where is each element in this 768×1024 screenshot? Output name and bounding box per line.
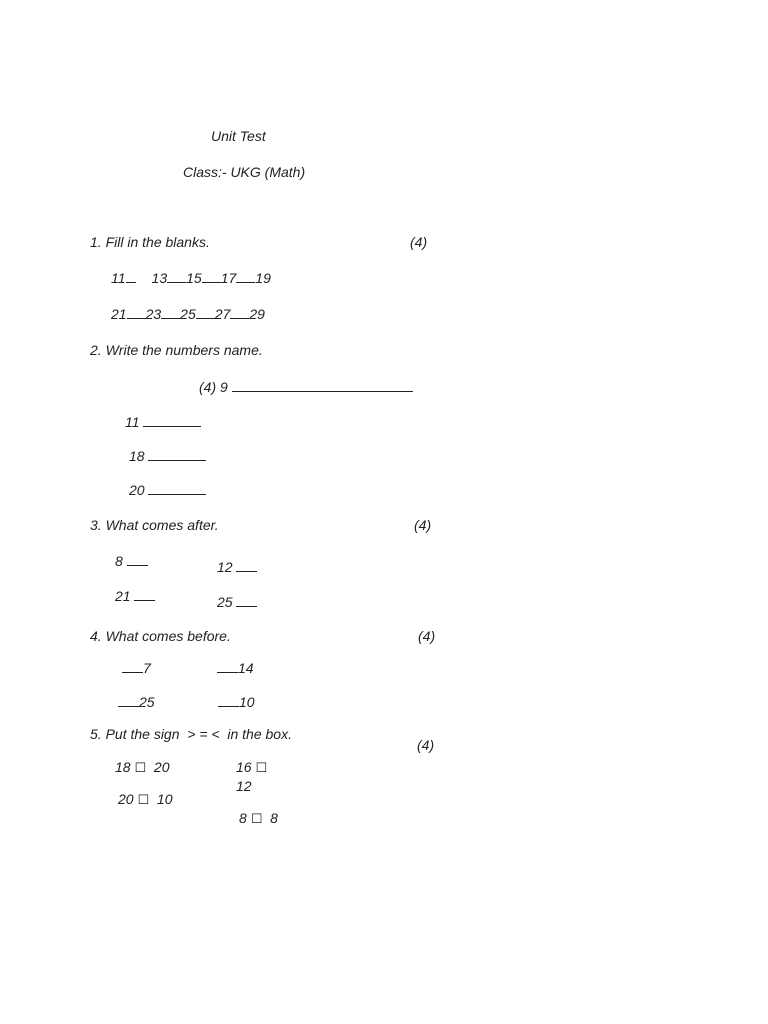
q2-line-9 [199, 379, 413, 395]
q4-marks: (4) [418, 628, 436, 644]
blank-line [236, 596, 257, 607]
q2-item [125, 414, 201, 430]
q2-item [129, 482, 206, 498]
q3-item-number: 8 [115, 553, 123, 569]
q1-row-2 [111, 306, 265, 322]
q1-row2-num: 21 [111, 306, 127, 322]
q5-marks: (4) [417, 737, 435, 753]
blank-line [236, 272, 255, 283]
q5-pair [239, 810, 278, 828]
blank-line [218, 696, 239, 707]
q5-left-number: 20 [118, 791, 134, 807]
q4-item-number: 10 [239, 694, 255, 710]
q3-text: What comes after. [105, 517, 219, 533]
q5-right-number: 10 [156, 791, 173, 807]
answer-box-icon[interactable]: ☐ [255, 761, 268, 776]
q1-row1-num: 19 [255, 270, 271, 286]
q2-heading [90, 342, 263, 358]
blank-line [127, 308, 146, 319]
page-title: Unit Test [211, 128, 266, 144]
q4-heading [90, 628, 231, 644]
q4-text: What comes before. [105, 628, 231, 644]
blank-line [127, 555, 148, 566]
q4-item [217, 660, 254, 676]
blank-line [122, 662, 143, 673]
q5-left-number: 16 [236, 759, 252, 775]
q5-pair [118, 791, 172, 809]
q2-item [129, 448, 206, 464]
q5-right-number: 20 [153, 759, 170, 775]
q5-right-number: 8 [270, 810, 278, 826]
q4-item [218, 694, 255, 710]
q1-row1-num: 15 [186, 270, 202, 286]
q3-item-number: 25 [217, 594, 233, 610]
q4-item-number: 7 [143, 660, 151, 676]
q1-row2-num: 29 [249, 306, 265, 322]
q5-heading: 5. Put the sign > = < in the box. [90, 726, 292, 742]
q1-row-1 [111, 270, 271, 286]
answer-line [148, 484, 206, 495]
q3-item [115, 553, 148, 569]
q5-left-number: 8 [239, 810, 247, 826]
blank-line [167, 272, 186, 283]
q1-row1-num: 17 [220, 270, 237, 286]
q5-pair [236, 759, 267, 777]
blank-line [196, 308, 215, 319]
q3-item [217, 559, 257, 575]
answer-line [143, 416, 201, 427]
blank-line [118, 696, 139, 707]
blank-line [217, 662, 238, 673]
q1-row1-num: 11 [111, 270, 126, 286]
q3-item-number: 12 [217, 559, 233, 575]
q4-item-number: 14 [238, 660, 254, 676]
q4-number: 4. [90, 628, 102, 644]
q2-number: 2. [90, 342, 102, 358]
answer-line [232, 381, 413, 392]
q1-heading [90, 234, 210, 250]
q3-item [115, 588, 155, 604]
q1-row2-num: 25 [180, 306, 196, 322]
q5-pair [115, 759, 169, 777]
q3-item-number: 21 [115, 588, 131, 604]
q1-text: Fill in the blanks. [105, 234, 210, 250]
q3-marks: (4) [414, 517, 432, 533]
q4-item-number: 25 [139, 694, 155, 710]
answer-line [148, 450, 206, 461]
q1-row2-num: 27 [214, 306, 231, 322]
blank-line [126, 272, 136, 283]
answer-box-icon[interactable]: ☐ [134, 761, 147, 776]
q1-row1-num: 13 [151, 270, 168, 286]
q1-number: 1. [90, 234, 102, 250]
q2-item-number: 18 [129, 448, 145, 464]
blank-line [161, 308, 180, 319]
q4-item [118, 694, 155, 710]
blank-line [236, 561, 257, 572]
q3-number: 3. [90, 517, 102, 533]
q1-row2-num: 23 [145, 306, 162, 322]
class-line: Class:- UKG (Math) [183, 164, 306, 180]
blank-line [134, 590, 155, 601]
q5-right-number: 12 [236, 778, 252, 794]
blank-line [202, 272, 221, 283]
q1-marks: (4) [410, 234, 428, 250]
q3-heading [90, 517, 219, 533]
blank-line [230, 308, 249, 319]
q2-text: Write the numbers name. [105, 342, 263, 358]
q3-item [217, 594, 257, 610]
q2-item-number: 11 [125, 414, 140, 430]
q5-left-number: 18 [115, 759, 131, 775]
answer-box-icon[interactable]: ☐ [137, 793, 150, 808]
q4-item [122, 660, 151, 676]
q2-first-line: (4) 9 [199, 379, 228, 395]
q2-item-number: 20 [129, 482, 145, 498]
answer-box-icon[interactable]: ☐ [250, 812, 263, 827]
